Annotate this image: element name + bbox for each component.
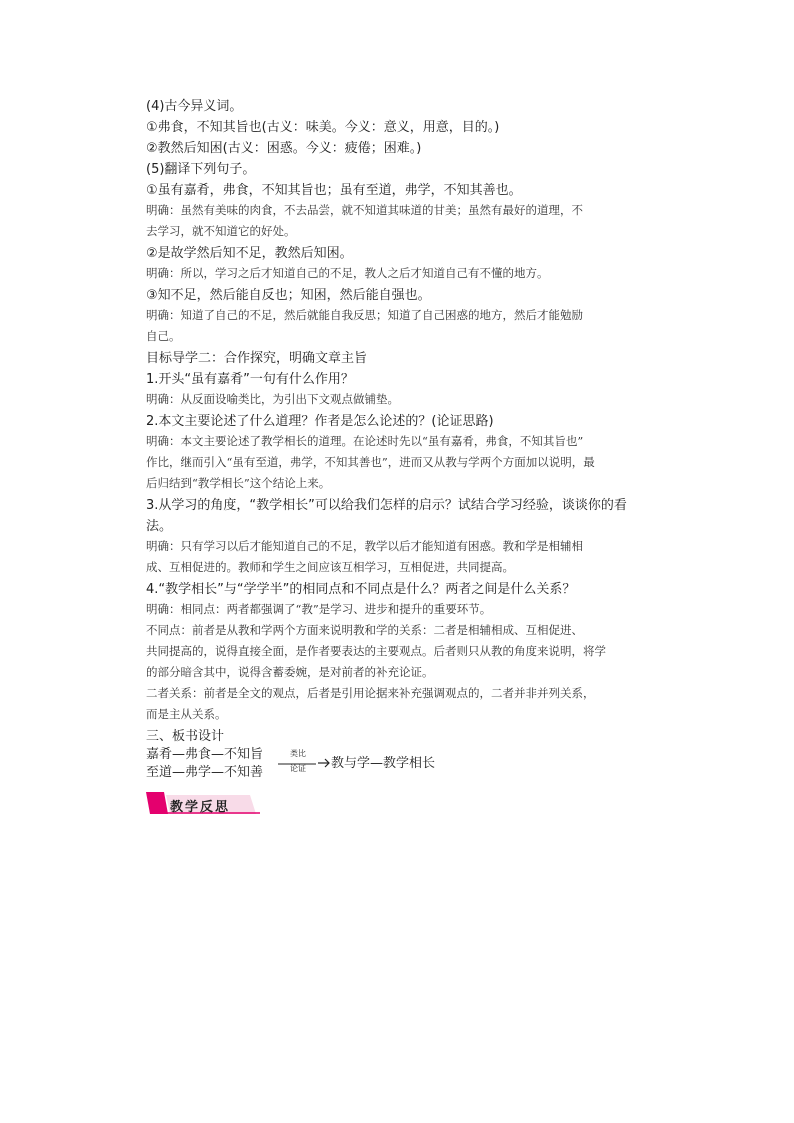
- question-line: 3.从学习的角度，“教学相长”可以给我们怎样的启示？试结合学习经验，谈谈你的看: [146, 498, 627, 513]
- banner-title: 教学反思: [170, 800, 231, 815]
- arrow-label-top: 类比: [290, 749, 306, 758]
- answer-line: 去学习，就不知道它的好处。: [146, 224, 296, 238]
- answer-line: 不同点：前者是从教和学两个方面来说明教和学的关系：二者是相辅相成、互相促进、: [146, 623, 583, 637]
- text-line: ③知不足，然后能自反也；知困，然后能自强也。: [146, 288, 431, 303]
- answer-line: 明确：本文主要论述了教学相长的道理。在论述时先以“虽有嘉肴，弗食，不知其旨也”: [146, 434, 584, 448]
- text-line: ①弗食，不知其旨也(古义：味美。今义：意义，用意，目的。): [146, 120, 500, 135]
- text-line: (4)古今异义词。: [146, 99, 243, 114]
- text-line: (5)翻译下列句子。: [146, 162, 256, 177]
- answer-line: 成、互相促进的。教师和学生之间应该互相学习，互相促进，共同提高。: [146, 560, 514, 574]
- board-row-1: 嘉肴—弗食—不知旨: [146, 747, 264, 762]
- question-line: 2.本文主要论述了什么道理？作者是怎么论述的？(论证思路): [146, 414, 494, 429]
- arrow-label-bottom: 论证: [290, 764, 306, 773]
- text-line: ①虽有嘉肴，弗食，不知其旨也；虽有至道，弗学，不知其善也。: [146, 183, 522, 198]
- answer-line: 的部分暗含其中，说得含蓄委婉，是对前者的补充论证。: [146, 665, 434, 679]
- answer-line: 二者关系：前者是全文的观点，后者是引用论据来补充强调观点的，二者并非并列关系，: [146, 686, 595, 700]
- question-line: 1.开头“虽有嘉肴”一句有什么作用？: [146, 372, 354, 387]
- answer-line: 明确：只有学习以后才能知道自己的不足，教学以后才能知道有困惑。教和学是相辅相: [146, 539, 583, 553]
- text-line: ②教然后知困(古义：困惑。今义：疲倦；困难。): [146, 141, 422, 156]
- answer-line: 明确：相同点：两者都强调了“教”是学习、进步和提升的重要环节。: [146, 602, 492, 616]
- answer-line: 明确：虽然有美味的肉食，不去品尝，就不知道其味道的甘美；虽然有最好的道理，不: [146, 203, 583, 217]
- answer-line: 明确：从反面设喻类比，为引出下文观点做铺垫。: [146, 392, 399, 406]
- answer-line: 自己。: [146, 329, 181, 343]
- board-row-2: 至道—弗学—不知善: [146, 765, 264, 780]
- answer-line: 明确：所以，学习之后才知道自己的不足，教人之后才知道自己有不懂的地方。: [146, 266, 549, 280]
- section-banner: [146, 792, 262, 814]
- answer-line: 而是主从关系。: [146, 707, 227, 721]
- section-heading: 目标导学二：合作探究，明确文章主旨: [146, 351, 368, 366]
- answer-line: 共同提高的，说得直接全面，是作者要表达的主要观点。后者则只从教的角度来说明，将学: [146, 644, 606, 658]
- section-heading: 三、板书设计: [146, 729, 225, 744]
- answer-line: 明确：知道了自己的不足，然后就能自我反思；知道了自己困惑的地方，然后才能勉励: [146, 308, 583, 322]
- answer-line: 后归结到“教学相长”这个结论上来。: [146, 476, 331, 490]
- question-line: 4.“教学相长”与“学学半”的相同点和不同点是什么？两者之间是什么关系？: [146, 582, 576, 597]
- text-line: ②是故学然后知不足，教然后知困。: [146, 246, 353, 261]
- arrow-right-icon: [317, 757, 331, 769]
- question-line: 法。: [146, 519, 173, 534]
- board-result: 教与学—教学相长: [331, 756, 436, 771]
- answer-line: 作比，继而引入“虽有至道，弗学，不知其善也”，进而又从教与学两个方面加以说明，最: [146, 455, 595, 469]
